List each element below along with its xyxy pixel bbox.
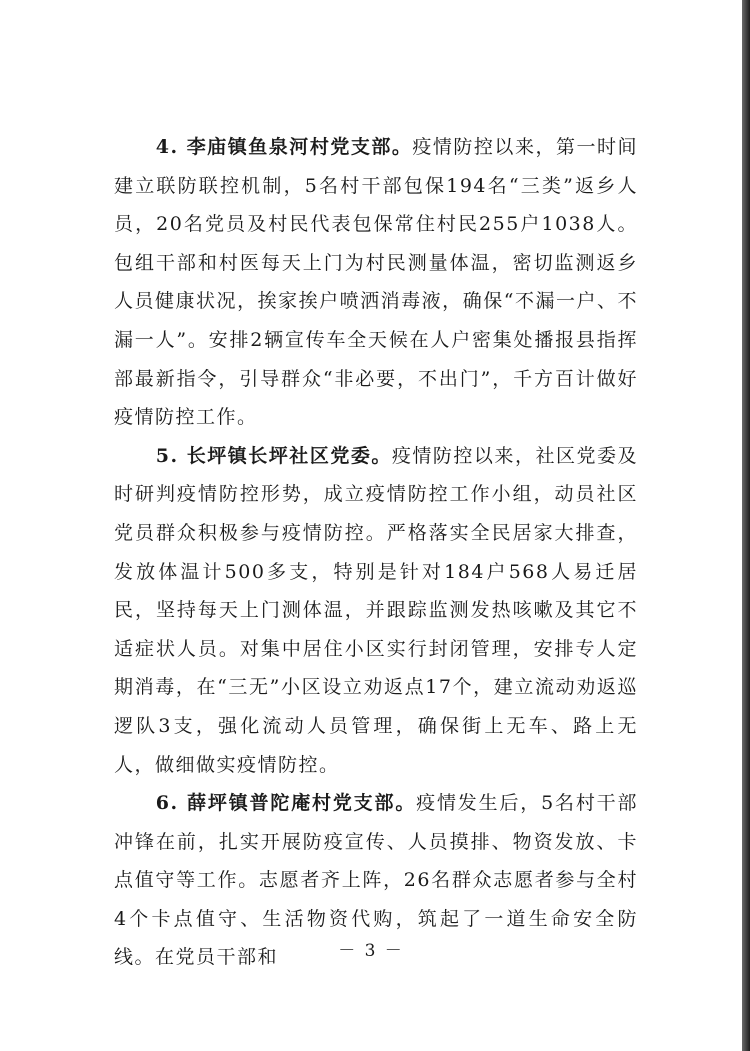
section-4-paragraph <box>114 128 638 437</box>
page-number: － 3 － <box>338 941 404 961</box>
section-6-heading: 6. 薛坪镇普陀庵村党支部。 <box>155 792 417 815</box>
document-body <box>114 128 638 977</box>
section-5-paragraph <box>114 437 638 784</box>
section-4-heading: 4. 李庙镇鱼泉河村党支部。 <box>155 136 413 158</box>
page-edge-shadow <box>742 0 750 1051</box>
section-4-text: 疫情防控以来，第一时间建立联防联控机制，5名村干部包保194名“三类”返乡人员，20名党员及村民代表包保常住村民255户1038人。包组干部和村医每天上门为村民测量体温，密切监测返乡人员健康状况，挨家挨户喷洒消毒液，确保“不漏一户、不漏一人”。安排2辆宣传车全天候在人户密集处播报县指挥部最新指令，引导群众“非必要，不出门”，千方百计做好疫情防控工作。 <box>114 136 638 429</box>
section-5-text: 疫情防控以来，社区党委及时研判疫情防控形势，成立疫情防控工作小组，动员社区党员群众积极参与疫情防控。严格落实全民居家大排查，发放体温计500多支，特别是针对184户568人易迁居民，坚持每天上门测体温，并跟踪监测发热咳嗽及其它不适症状人员。对集中居住小区实行封闭管理，安排专人定期消毒，在“三无”小区设立劝返点17个，建立流动劝返巡逻队3支，强化流动人员管理，确保街上无车、路上无人，做细做实疫情防控。 <box>114 444 638 776</box>
section-6-text: 疫情发生后，5名村干部冲锋在前，扎实开展防疫宣传、人员摸排、物资发放、卡点值守等工作。志愿者齐上阵，26名群众志愿者参与全村4个卡点值守、生活物资代购，筑起了一道生命安全防线。在党员干部和 <box>114 792 638 969</box>
section-5-heading: 5. 长坪镇长坪社区党委。 <box>155 444 392 467</box>
